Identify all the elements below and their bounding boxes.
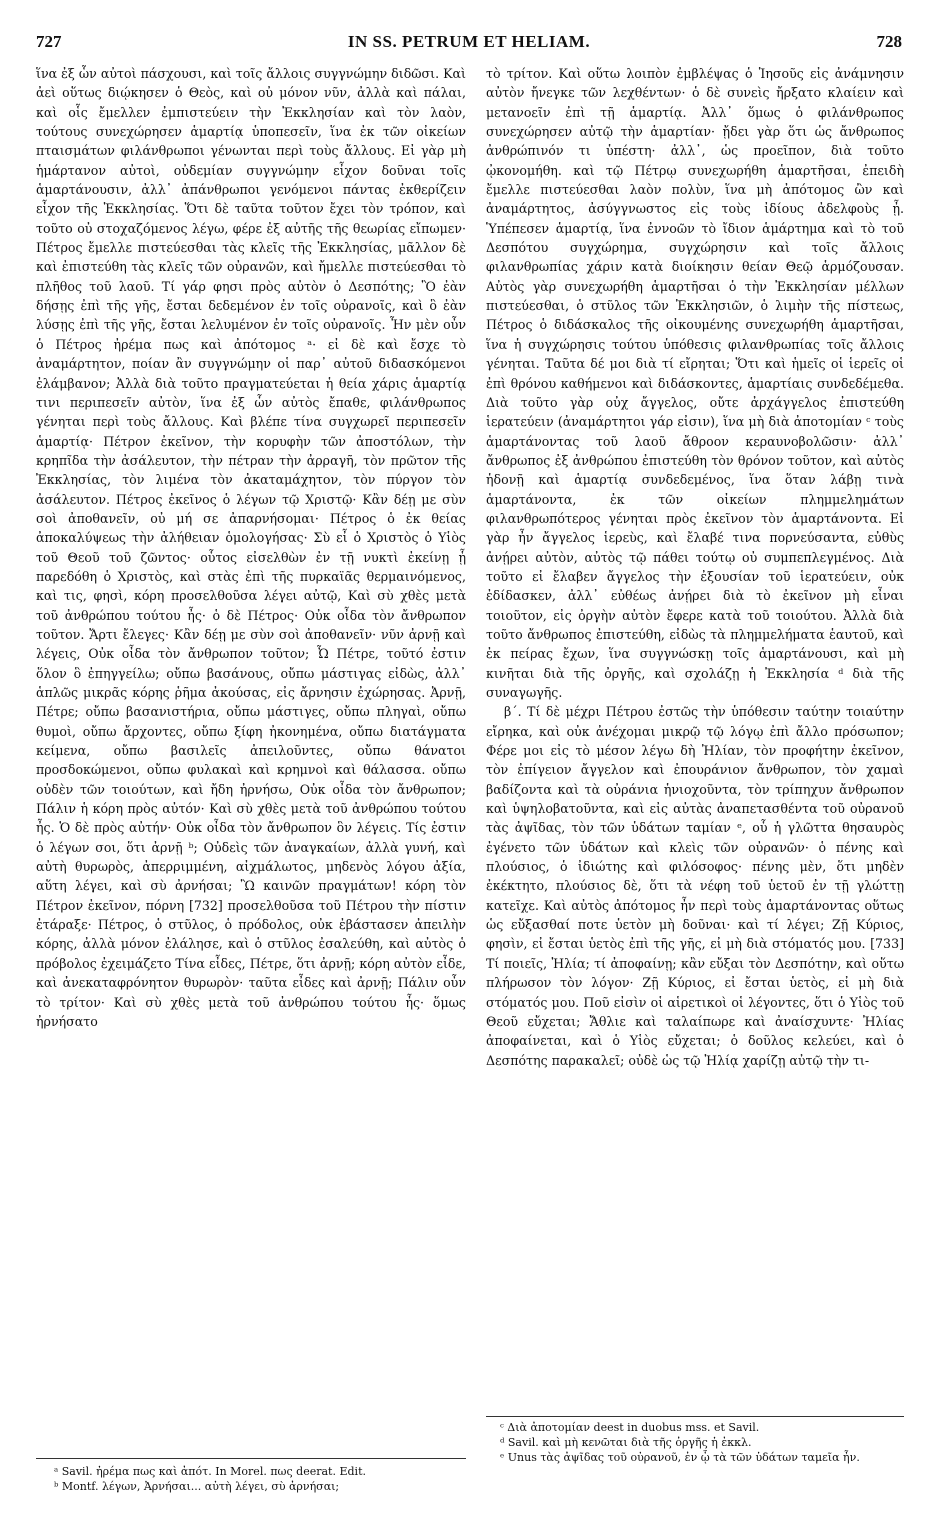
footnote-rule-right bbox=[486, 1416, 904, 1417]
left-column bbox=[36, 64, 466, 1031]
footnote-c: ᶜ Διὰ ἀποτομίαν deest in duobus mss. et Savil. bbox=[500, 1421, 760, 1434]
footnote-e: ᵉ Unus τὰς ἀψῖδας τοῦ οὐρανοῦ, ἐν ᾧ τὰ τῶν ὑδάτων ταμεῖα ἦν. bbox=[500, 1451, 860, 1464]
right-paragraph: τὸ τρίτον. Καὶ οὕτω λοιπὸν ἐμβλέψας ὁ Ἰησοῦς εἰς ἀνάμνησιν αὐτὸν ἤνεγκε τῶν λεχθέντων· ὁ δὲ συνεὶς ἤρξατο κλαίειν καὶ μετανοεῖν ἐπὶ τῇ ἁμαρτίᾳ. Ἀλλ᾽ ὅμως ὁ φιλάνθρωπος συνεχώρησεν αὐτῷ τὴν ἁμαρτίαν· ᾔδει γὰρ ὅτι ὡς ἄνθρωπος ἀνθρώπινόν τι ὑπέστη· ἀλλ᾽, ὡς προεῖπον, διὰ τοῦτο ᾠκονομήθη. καὶ τῷ Πέτρῳ συνεχωρήθη ἁμαρτῆσαι, ἐπειδὴ ἔμελλε πιστεύεσθαι λαὸν πολὺν, ἵνα μὴ ἀπότομος ὢν καὶ ἀναμάρτητος, ἀσύγγνωστος εἰς τοὺς ἰδίους ἀδελφοὺς ᾖ. Ὑπέπεσεν ἁμαρτίᾳ, ἵνα ἐννοῶν τὸ ἴδιον ἁμάρτημα καὶ τὸ τοῦ Δεσπότου συγχώρημα, συγχώρησιν καὶ τοῖς ἄλλοις φιλανθρωπίας χάριν κατὰ διοίκησιν θείαν Θεῷ ἁρμόζουσαν. Αὐτὸς γὰρ συνεχωρήθη ἁμαρτῆσαι ὁ τὴν Ἐκκλησίαν μέλλων πιστεύεσθαι, ὁ στῦλος τῶν Ἐκκλησιῶν, ὁ λιμὴν τῆς πίστεως, Πέτρος ὁ διδάσκαλος τῆς οἰκουμένης συνεχωρήθη ἁμαρτῆσαι, ἵνα ἡ συγχώρησις τούτου ὑπόθεσις φιλανθρωπίας τοῖς ἄλλοις γένηται. Ταῦτα δέ μοι διὰ τί εἴρηται; Ὅτι καὶ ἡμεῖς οἱ ἱερεῖς οἱ ἐπὶ θρόνου καθήμενοι καὶ διδάσκοντες, ἁμαρτίαις συνδεδέμεθα. Διὰ τοῦτο γὰρ οὐχ ἄγγελος, οὔτε ἀρχάγγελος ἐπιστεύθη ἱερατεύειν (ἀναμάρτητοι γάρ εἰσιν), ἵνα μὴ διὰ ἀποτομίαν ᶜ τοὺς ἁμαρτάνοντας τοῦ λαοῦ ἄθροον κεραυνοβολῶσιν· ἀλλ᾽ ἄνθρωπος ἐξ ἀνθρώπου ἐπιστεύθη τὸν θρόνον τοῦτον, καὶ αὐτὸς ἡδονῇ καὶ ἁμαρτίᾳ συνδεδεμένος, ἵνα ὅταν λάβῃ τινὰ ἁμαρτάνοντα, ἐκ τῶν οἰκείων πλημμελημάτων φιλανθρωπότερος γένηται πρὸς ἐκεῖνον τὸν ἁμαρτάνοντα. Εἰ γὰρ ἦν ἄγγελος ἱερεὺς, καὶ ἔλαβέ τινα πορνεύσαντα, εὐθὺς ἀνῄρει αὐτὸν, αὐτὸς τῷ πάθει τούτῳ οὐ συμπεπλεγμένος. Διὰ τοῦτο εἰ ἔλαβεν ἄγγελος τὴν ἐξουσίαν τοῦ ἱερατεύειν, οὐκ ἐδίδασκεν, ἀλλ᾽ εὐθέως ἀνῄρει διὰ τὸ ἐκεῖνον μὴ εἶναι τοιοῦτον, εἰς ὀργὴν αὐτὸν ἔφερε κατὰ τοῦ τοιούτου. Ἀλλὰ διὰ τοῦτο ἄνθρωπος ἐπιστεύθη, εἰδὼς τὰ πλημμελήματα ἑαυτοῦ, καὶ ἐκ πείρας ἔχων, ἵνα συγγνώσκῃ τοῖς ἁμαρτάνουσι, καὶ μὴ κινῆται διὰ τῆς ὀργῆς, καὶ σχολάζῃ ἡ Ἐκκλησία ᵈ διὰ τῆς συναγωγῆς. bbox=[486, 66, 904, 700]
right-paragraph-section-2: β΄. Τί δὲ μέχρι Πέτρου ἐστῶς τὴν ὑπόθεσιν ταύτην τοιαύτην εἴρηκα, καὶ οὐκ ἀνέχομαι μικρῷ τῷ λόγῳ ἐπὶ ἄλλο πρόσωπον; Φέρε μοι εἰς τὸ μέσον λέγω δὴ Ἠλίαν, τὸν προφήτην ἐκεῖνον, τὸν ἐπίγειον ἄγγελον καὶ ἐπουράνιον ἄνθρωπον, τὸν χαμαὶ βαδίζοντα καὶ τὰ οὐράνια ἡνιοχοῦντα, τὸν τρίπηχυν ἄνθρωπον καὶ ὑψηλοβατοῦντα, καὶ εἰς αὐτὰς ἀναπετασθέντα τοῦ οὐρανοῦ τὰς ἀψῖδας, τὸν τῶν ὑδάτων ταμίαν ᵉ, οὗ ἡ γλῶττα θησαυρὸς ἐγένετο τῶν ὑδάτων καὶ κλεὶς τῶν οὐρανῶν· ὁ πένης καὶ πλούσιος, ὁ ἰδιώτης καὶ φιλόσοφος· πένης μὲν, ὅτι μηδὲν ἐκέκτητο, πλούσιος δὲ, ὅτι τὰ νέφη τοῦ ὑετοῦ ἐν τῇ γλώττῃ κατεῖχε. Καὶ αὐτὸς ἀπότομος ἦν περὶ τοὺς ἁμαρτάνοντας οὕτως ὡς εὔξασθαί ποτε ὑετὸν μὴ δοῦναι· καὶ τί λέγει; Ζῇ Κύριος, φησὶν, εἰ ἔσται ὑετὸς ἐπὶ τῆς γῆς, εἰ μὴ διὰ στόματός μου. [733] Τί ποιεῖς, Ἠλία; τί ἀποφαίνῃ; κἂν εὔξαι τὸν Δεσπότην, καὶ οὕτω πλήρωσον τὸν λόγον· Ζῇ Κύριος, εἰ ἔσται ὑετὸς, εἰ μὴ διὰ στόματός μου. Ποῦ εἰσὶν οἱ αἱρετικοὶ οἱ λέγοντες, ὅτι ὁ Υἱὸς τοῦ Θεοῦ εὔχεται; Ἄθλιε καὶ ταλαίπωρε καὶ ἀναίσχυντε· Ἠλίας ἀποφαίνεται, καὶ ὁ Υἱὸς εὔχεται; ὁ δοῦλος κελεύει, καὶ ὁ Δεσπότης παρακαλεῖ; οὐδὲ ὡς τῷ Ἠλίᾳ χαρίζῃ αὐτῷ τὴν τι- bbox=[486, 704, 904, 1068]
footnotes-left bbox=[54, 1464, 466, 1494]
left-paragraph: ἵνα ἐξ ὧν αὐτοὶ πάσχουσι, καὶ τοῖς ἄλλοις συγγνώμην διδῶσι. Καὶ ἀεὶ οὕτως διῴκησεν ὁ Θεὸς, καὶ οὐ μόνον νῦν, ἀλλὰ καὶ πάλαι, καὶ οἷς ἔμελλεν ἐμπιστεύειν τὴν Ἐκκλησίαν καὶ τὸν λαὸν, τούτους συνεχώρησεν ἁμαρτίᾳ ὑποπεσεῖν, ἵνα ἐκ τῶν οἰκείων πταισμάτων φιλάνθρωποι γένωνται περὶ τοὺς ἄλλους. Εἰ γὰρ μὴ ἡμάρτανον αὐτοὶ, οὐδεμίαν συγγνώμην εἶχον δοῦναι τοῖς ἁμαρτάνουσιν, ἀλλ᾽ ἀπάνθρωποι γενόμενοι πάντας ἐκθερίζειν εἶχον τῆς Ἐκκλησίας. Ὅτι δὲ ταῦτα τοῦτον ἔχει τὸν τρόπον, καὶ τοῦτο οὐ στοχαζόμενος λέγω, φέρε ἐξ αὐτῆς τῆς θεωρίας εἴπωμεν· Πέτρος ἔμελλε πιστεύεσθαι τὰς κλεῖς τῆς Ἐκκλησίας, μᾶλλον δὲ καὶ ἐπιστεύθη τὰς κλεῖς τῶν οὐρανῶν, καὶ ἤμελλε πιστεύεσθαι τὸ πλῆθος τοῦ λαοῦ. Τί γάρ φησι πρὸς αὐτὸν ὁ Δεσπότης; Ὃ ἐὰν δήσῃς ἐπὶ τῆς γῆς, ἔσται δεδεμένον ἐν τοῖς οὐρανοῖς, καὶ ὃ ἐὰν λύσῃς ἐπὶ τῆς γῆς, ἔσται λελυμένον ἐν τοῖς οὐρανοῖς. Ἦν μὲν οὖν ὁ Πέτρος ἠρέμα πως καὶ ἀπότομος ᵃ· εἰ δὲ καὶ ἔσχε τὸ ἀναμάρτητον, ποίαν ἂν συγγνώμην οἱ παρ᾽ αὐτοῦ διδασκόμενοι ἐλάμβανον; Ἀλλὰ διὰ τοῦτο πραγματεύεται ἡ θεία χάρις ἁμαρτίᾳ τινι περιπεσεῖν αὐτὸν, ἵνα ἐξ ὧν αὐτὸς ἔπαθε, φιλάνθρωπος γένηται περὶ τοὺς ἄλλους. Καὶ βλέπε τίνα συγχωρεῖ περιπεσεῖν ἁμαρτίᾳ· Πέτρον ἐκεῖνον, τὴν κορυφὴν τῶν ἀποστόλων, τὴν κρηπῖδα τὴν ἀσάλευτον, τὴν πέτραν τὴν ἀρραγῆ, τὸν πρῶτον τῆς Ἐκκλησίας, τὸν λιμένα τὸν ἀκαταμάχητον, τὸν πύργον τὸν ἀσάλευτον. Πέτρος ἐκεῖνος ὁ λέγων τῷ Χριστῷ· Κἂν δέῃ με σὺν σοὶ ἀποθανεῖν, οὐ μή σε ἀπαρνήσομαι· Πέτρος ὁ ἐκ θείας ἀποκαλύψεως τὴν ἀλήθειαν ὁμολογήσας· Σὺ εἶ ὁ Χριστὸς ὁ Υἱὸς τοῦ Θεοῦ τοῦ ζῶντος· οὗτος εἰσελθὼν ἐν τῇ νυκτὶ ἐκείνῃ ᾗ παρεδόθη ὁ Χριστὸς, καὶ στὰς ἐπὶ τῆς πυρκαϊᾶς θερμαινόμενος, καὶ τις, φησὶ, κόρη προσελθοῦσα λέγει αὐτῷ, Καὶ σὺ χθὲς μετὰ τοῦ ἀνθρώπου τούτου ἦς· ὁ δὲ Πέτρος· Οὐκ οἶδα τὸν ἄνθρωπον τοῦτον. Ἄρτι ἔλεγες· Κἂν δέῃ με σὺν σοὶ ἀποθανεῖν· νῦν ἀρνῇ καὶ λέγεις, Οὐκ οἶδα τὸν ἄνθρωπον τοῦτον; Ὦ Πέτρε, τοῦτό ἐστιν ὅλον ὃ ἐπηγγείλω; οὔπω βασάνους, οὔπω μάστιγας εἰδὼς, ἀλλ᾽ ἁπλῶς μικρᾶς κόρης ῥῆμα ἀκούσας, εἰς ἄρνησιν ἐχώρησας. Ἀρνῇ, Πέτρε; οὔπω βασανιστήρια, οὔπω μάστιγες, οὔπω πληγαὶ, οὔπω θυμοὶ, οὔπω ἄρχοντες, οὔπω ξίφη ἠκονημένα, οὔπω διατάγματα κείμενα, οὔπω βασιλεῖς ἀπειλοῦντες, οὔπω θάνατοι προσδοκώμενοι, οὔπω φυλακαὶ καὶ κρημνοὶ καὶ θάλασσα. οὔπω οὐδὲν τῶν τοιούτων, καὶ ἤδη ἠρνήσω, Οὐκ οἶδα τὸν ἄνθρωπον; Πάλιν ἡ κόρη πρὸς αὐτόν· Καὶ σὺ χθὲς μετὰ τοῦ ἀνθρώπου τούτου ἦς. Ὁ δὲ πρὸς αὐτήν· Οὐκ οἶδα τὸν ἄνθρωπον ὃν λέγεις. Τίς ἐστιν ὁ λέγων σοι, ὅτι ἀρνῇ ᵇ; Οὐδεὶς τῶν ἀναγκαίων, ἀλλὰ γυνή, καὶ αὐτὴ θυρωρὸς, ἀπερριμμένη, αἰχμάλωτος, μηδενὸς λόγου ἀξία, αὕτη λέγει, καὶ σὺ ἀρνήσαι; Ὢ καινῶν πραγμάτων! κόρη τὸν Πέτρον ἐκεῖνον, πόρνη [732] προσελθοῦσα τοῦ Πέτρου τὴν πίστιν ἐτάραξε· Πέτρος, ὁ στῦλος, ὁ πρόδολος, οὐκ ἐβάστασεν ἀπειλὴν κόρης, ἀλλὰ μόνον ἐλάλησε, καὶ ὁ στῦλος ἐσαλεύθη, καὶ αὐτὸς ὁ πρόβολος ἐχειμάζετο Τίνα εἶδες, Πέτρε, ὅτι ἀρνῇ; κόρη αὐτὸν εἶδε, καὶ ἀνεκαταφρόνητον θυρωρὸν· ταῦτα εἶδες καὶ ἀρνῇ; Πάλιν οὖν τὸ τρίτον· Καὶ σὺ χθὲς μετὰ τοῦ ἀνθρώπου τούτου ἦς· ὅμως ἠρνήσατο bbox=[36, 66, 466, 1029]
running-header bbox=[36, 32, 902, 56]
footnote-a: ᵃ Savil. ἠρέμα πως καὶ ἀπότ. In Morel. πως deerat. Edit. bbox=[54, 1465, 366, 1478]
footnote-rule-left bbox=[36, 1458, 466, 1459]
page-number-left: 727 bbox=[36, 32, 62, 51]
footnotes-right bbox=[500, 1420, 904, 1465]
footnote-b: ᵇ Montf. λέγων, Ἀρνήσαι... αὐτὴ λέγει, σὺ ἀρνήσαι; bbox=[54, 1480, 340, 1493]
footnote-d: ᵈ Savil. καὶ μὴ κενῶται διὰ τῆς ὀργῆς ἡ ἐκκλ. bbox=[500, 1436, 752, 1449]
right-column bbox=[486, 64, 904, 1070]
page-number-right: 728 bbox=[876, 32, 902, 51]
running-title: IN SS. PETRUM ET HELIAM. bbox=[347, 32, 591, 51]
